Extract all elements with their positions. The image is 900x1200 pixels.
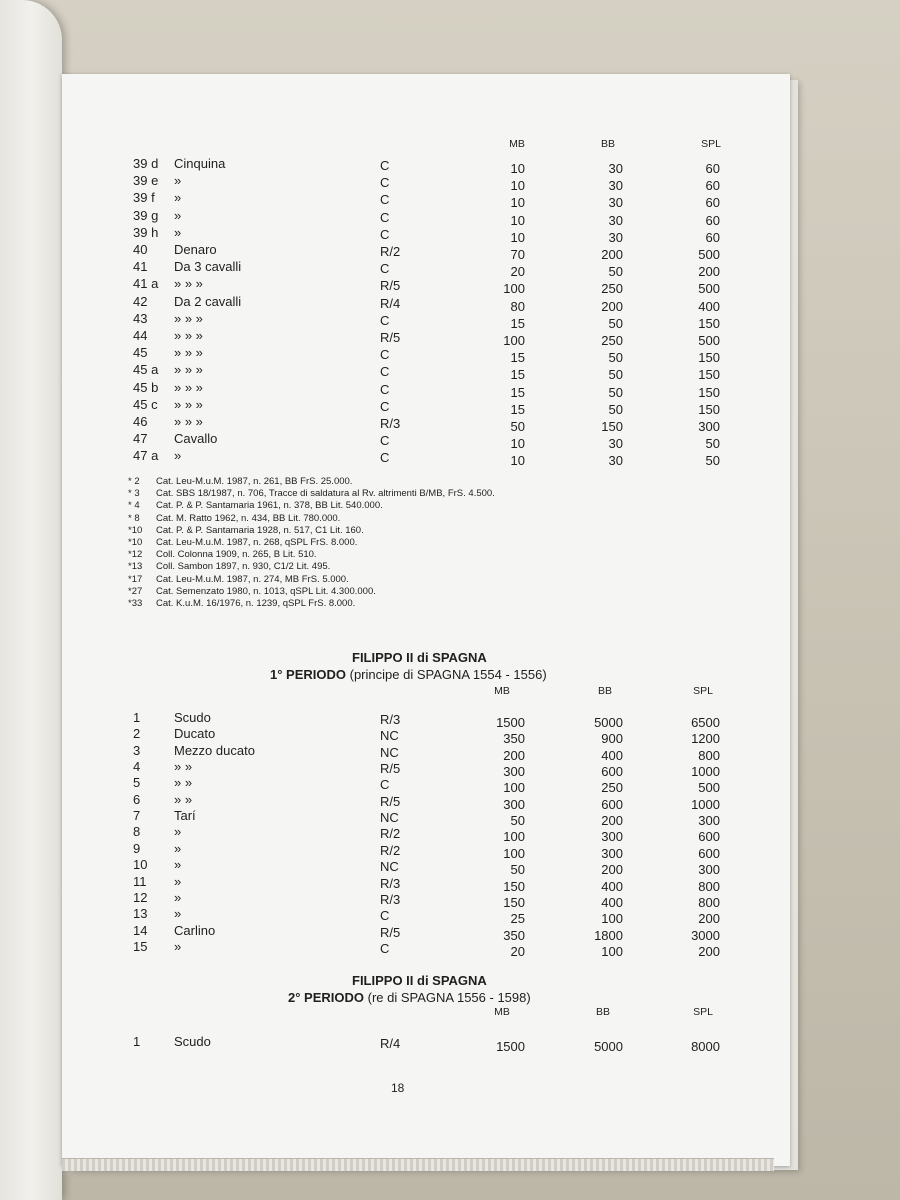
column-header-spl: SPL xyxy=(693,685,713,697)
price-bb: 50 xyxy=(608,264,623,280)
price-spl: 150 xyxy=(698,401,720,417)
footnote-mark: * 8 xyxy=(128,512,140,524)
coin-name: Carlino xyxy=(174,922,216,938)
price-mb: 10 xyxy=(510,161,525,176)
catalog-number: 9 xyxy=(133,840,141,856)
coin-name: Scudo xyxy=(174,710,211,725)
coin-name: » xyxy=(174,906,182,922)
price-mb: 100 xyxy=(503,845,525,861)
price-mb: 70 xyxy=(510,247,525,262)
price-bb: 200 xyxy=(601,247,623,262)
catalog-number: 43 xyxy=(133,310,148,326)
coin-name: » xyxy=(174,190,182,206)
price-bb: 50 xyxy=(608,350,623,366)
price-bb: 250 xyxy=(601,780,623,796)
rarity: R/3 xyxy=(380,416,401,431)
price-mb: 100 xyxy=(503,780,525,796)
price-bb: 30 xyxy=(608,195,623,211)
rarity: R/3 xyxy=(380,875,401,891)
rarity: C xyxy=(380,347,390,363)
price-mb: 25 xyxy=(510,911,525,927)
rarity: NC xyxy=(380,859,399,875)
rarity: C xyxy=(380,777,390,793)
catalog-number: 14 xyxy=(133,922,148,938)
price-spl: 300 xyxy=(698,419,720,434)
catalog-number: 46 xyxy=(133,414,148,429)
rarity: NC xyxy=(380,744,399,760)
price-bb: 600 xyxy=(601,764,623,780)
rarity: C xyxy=(380,450,390,466)
price-bb: 30 xyxy=(608,453,623,469)
footnote-mark: * 2 xyxy=(128,476,140,487)
price-mb: 100 xyxy=(503,829,525,845)
price-spl: 600 xyxy=(698,829,720,845)
price-spl: 600 xyxy=(698,845,720,861)
price-bb: 200 xyxy=(601,862,623,878)
price-mb: 10 xyxy=(510,453,525,469)
price-spl: 500 xyxy=(698,333,720,348)
column-header-spl: SPL xyxy=(701,138,721,150)
catalog-number: 1 xyxy=(133,1034,141,1049)
period-range: (re di SPAGNA 1556 - 1598) xyxy=(367,990,531,1005)
price-spl: 200 xyxy=(698,911,720,927)
price-mb: 150 xyxy=(503,878,525,894)
rarity: NC xyxy=(380,810,399,826)
section-title: FILIPPO II di SPAGNA xyxy=(352,973,487,988)
rarity: C xyxy=(380,433,390,449)
catalog-number: 40 xyxy=(133,242,148,257)
price-spl: 800 xyxy=(698,878,720,894)
footnote-mark: *10 xyxy=(128,537,143,548)
coin-name: » » xyxy=(174,759,193,775)
price-mb: 50 xyxy=(510,862,525,878)
price-mb: 20 xyxy=(510,943,525,959)
catalog-number: 41 a xyxy=(133,276,159,292)
column-header-bb: BB xyxy=(597,685,612,697)
section-title: FILIPPO II di SPAGNA xyxy=(352,650,487,665)
rarity: R/5 xyxy=(380,924,401,940)
price-mb: 1500 xyxy=(496,715,525,730)
price-mb: 350 xyxy=(503,731,525,747)
footnote-mark: * 4 xyxy=(128,500,140,512)
price-bb: 50 xyxy=(608,315,623,331)
coin-name: Denaro xyxy=(174,242,217,257)
price-bb: 50 xyxy=(608,401,623,417)
catalog-number: 3 xyxy=(133,742,141,758)
rarity: C xyxy=(380,226,390,242)
column-header-spl: SPL xyxy=(693,1006,713,1018)
price-bb: 30 xyxy=(608,178,623,194)
price-spl: 500 xyxy=(698,281,720,297)
coin-name: » xyxy=(174,873,182,889)
rarity: C xyxy=(380,908,390,924)
catalog-number: 12 xyxy=(133,889,148,905)
price-mb: 15 xyxy=(510,384,525,400)
price-bb: 400 xyxy=(601,747,623,763)
coin-name: » xyxy=(174,889,182,905)
price-spl: 60 xyxy=(705,229,720,245)
footnote-text: Cat. P. & P. Santamaria 1928, n. 517, C1 Lit. 160. xyxy=(156,524,364,536)
footnote-text: Cat. M. Ratto 1962, n. 434, BB Lit. 780.000. xyxy=(156,512,341,524)
price-mb: 20 xyxy=(510,264,525,280)
price-bb: 100 xyxy=(601,911,623,927)
coin-name: » xyxy=(174,857,182,873)
price-spl: 1200 xyxy=(691,731,720,747)
catalog-number: 8 xyxy=(133,824,141,840)
coin-name: » » » xyxy=(174,345,203,361)
rarity: C xyxy=(380,158,390,173)
footnote-text: Cat. Semenzato 1980, n. 1013, qSPL Lit. 4.300.000. xyxy=(156,585,376,597)
price-spl: 150 xyxy=(698,350,720,366)
catalog-number: 6 xyxy=(133,791,141,807)
rarity: R/2 xyxy=(380,826,401,842)
column-header-mb: MB xyxy=(494,685,510,697)
coin-name: » xyxy=(174,448,182,464)
footnote-mark: *27 xyxy=(128,585,143,597)
rarity: R/5 xyxy=(380,793,401,809)
price-mb: 300 xyxy=(503,796,525,812)
price-mb: 200 xyxy=(503,747,525,763)
price-mb: 15 xyxy=(510,367,525,383)
rarity: R/3 xyxy=(380,712,401,727)
footnote-text: Cat. K.u.M. 16/1976, n. 1239, qSPL FrS. 8.000. xyxy=(156,598,356,609)
price-spl: 60 xyxy=(705,161,720,176)
catalog-number: 2 xyxy=(133,726,141,742)
catalog-number: 47 xyxy=(133,431,148,447)
footnote-mark: *33 xyxy=(128,598,143,609)
price-spl: 60 xyxy=(705,178,720,194)
price-mb: 15 xyxy=(510,315,525,331)
catalog-number: 47 a xyxy=(133,448,159,464)
rarity: C xyxy=(380,261,390,277)
rarity: C xyxy=(380,381,390,397)
catalog-number: 39 e xyxy=(133,173,159,189)
price-bb: 5000 xyxy=(594,1039,623,1054)
coin-name: » » » xyxy=(174,362,203,378)
rarity: C xyxy=(380,940,390,956)
catalog-number: 39 h xyxy=(133,224,159,240)
price-bb: 400 xyxy=(601,878,623,894)
rarity: R/2 xyxy=(380,842,401,858)
price-bb: 600 xyxy=(601,796,623,812)
coin-name: Cavallo xyxy=(174,431,218,447)
price-mb: 150 xyxy=(503,894,525,910)
coin-name: » xyxy=(174,938,182,954)
coin-name: » xyxy=(174,207,182,223)
price-spl: 3000 xyxy=(691,927,720,943)
price-mb: 15 xyxy=(510,401,525,417)
price-mb: 300 xyxy=(503,764,525,780)
rarity: C xyxy=(380,192,390,208)
price-mb: 1500 xyxy=(496,1039,525,1054)
catalog-number: 41 xyxy=(133,259,148,275)
price-spl: 400 xyxy=(698,298,720,314)
coin-name: » xyxy=(174,824,182,840)
coin-name: » » xyxy=(174,791,193,807)
page-number: 18 xyxy=(391,1081,405,1095)
price-spl: 60 xyxy=(705,212,720,228)
coin-name: » » » xyxy=(174,310,203,326)
footnote-text: Coll. Colonna 1909, n. 265, B Lit. 510. xyxy=(156,549,317,561)
section-subtitle xyxy=(288,990,531,1005)
rarity: R/4 xyxy=(380,1036,401,1051)
catalog-number: 45 xyxy=(133,345,148,361)
rarity: C xyxy=(380,398,390,414)
price-spl: 300 xyxy=(698,813,720,829)
price-bb: 50 xyxy=(608,367,623,383)
price-bb: 300 xyxy=(601,845,623,861)
price-bb: 250 xyxy=(601,333,623,348)
price-spl: 800 xyxy=(698,894,720,910)
coin-name: Da 2 cavalli xyxy=(174,293,242,309)
price-bb: 400 xyxy=(601,894,623,910)
catalog-number: 42 xyxy=(133,293,148,309)
price-bb: 30 xyxy=(608,212,623,228)
catalog-number: 13 xyxy=(133,906,148,922)
rarity: R/5 xyxy=(380,330,401,345)
coin-name: Scudo xyxy=(174,1034,211,1049)
price-bb: 30 xyxy=(608,436,623,452)
catalog-number: 4 xyxy=(133,759,141,775)
price-spl: 50 xyxy=(705,436,720,452)
rarity: R/2 xyxy=(380,244,401,259)
price-spl: 8000 xyxy=(691,1039,720,1054)
coin-name: » xyxy=(174,224,182,240)
price-bb: 150 xyxy=(601,419,623,434)
coin-name: Cinquina xyxy=(174,156,226,171)
footnote-mark: *17 xyxy=(128,573,143,585)
column-header-mb: MB xyxy=(509,138,525,150)
price-spl: 800 xyxy=(698,747,720,763)
price-spl: 150 xyxy=(698,315,720,331)
catalog-number: 39 g xyxy=(133,207,159,223)
price-bb: 50 xyxy=(608,384,623,400)
price-bb: 200 xyxy=(601,813,623,829)
page-edges xyxy=(62,1158,774,1171)
price-spl: 50 xyxy=(705,453,720,469)
price-spl: 60 xyxy=(705,195,720,211)
rarity: C xyxy=(380,364,390,380)
coin-name: » xyxy=(174,840,182,856)
rarity: C xyxy=(380,175,390,191)
coin-name: Tarí xyxy=(174,808,196,824)
price-bb: 900 xyxy=(601,731,623,747)
footnote-text: Coll. Sambon 1897, n. 930, C1/2 Lit. 495. xyxy=(156,561,331,573)
coin-name: » » » xyxy=(174,414,203,429)
catalog-number: 45 a xyxy=(133,362,159,378)
footnote-text: Cat. SBS 18/1987, n. 706, Tracce di saldatura al Rv. altrimenti B/MB, FrS. 4.500. xyxy=(156,488,495,500)
catalog-number: 11 xyxy=(133,873,147,889)
price-bb: 30 xyxy=(608,161,623,176)
price-bb: 100 xyxy=(601,943,623,959)
price-mb: 100 xyxy=(503,333,525,348)
price-spl: 150 xyxy=(698,384,720,400)
price-mb: 10 xyxy=(510,229,525,245)
footnote-mark: *12 xyxy=(128,549,143,561)
footnote-text: Cat. P. & P. Santamaria 1961, n. 378, BB Lit. 540.000. xyxy=(156,500,383,512)
price-spl: 200 xyxy=(698,943,720,959)
price-spl: 500 xyxy=(698,780,720,796)
period-range: (principe di SPAGNA 1554 - 1556) xyxy=(349,667,547,682)
price-bb: 30 xyxy=(608,229,623,245)
coin-name: » » » xyxy=(174,379,203,395)
price-spl: 500 xyxy=(698,247,720,262)
price-mb: 100 xyxy=(503,281,525,297)
catalog-number: 7 xyxy=(133,808,141,824)
catalog-number: 45 b xyxy=(133,379,159,395)
coin-name: » xyxy=(174,173,182,189)
footnote-text: Cat. Leu-M.u.M. 1987, n. 268, qSPL FrS. 8.000. xyxy=(156,537,358,548)
coin-name: » » » xyxy=(174,328,203,343)
price-mb: 50 xyxy=(510,419,525,434)
footnote-mark: * 3 xyxy=(128,488,140,500)
footnote-text: Cat. Leu-M.u.M. 1987, n. 274, MB FrS. 5.000. xyxy=(156,573,349,585)
price-spl: 6500 xyxy=(691,715,720,730)
column-header-mb: MB xyxy=(494,1006,510,1018)
rarity: C xyxy=(380,312,390,328)
price-bb: 250 xyxy=(601,281,623,297)
catalog-number: 15 xyxy=(133,938,148,954)
price-mb: 15 xyxy=(510,350,525,366)
price-mb: 10 xyxy=(510,178,525,194)
footnote-mark: *10 xyxy=(128,524,143,536)
price-mb: 80 xyxy=(510,298,525,314)
price-mb: 10 xyxy=(510,436,525,452)
price-spl: 1000 xyxy=(691,796,720,812)
rarity: R/5 xyxy=(380,761,401,777)
catalog-number: 39 d xyxy=(133,156,159,171)
coin-name: » » » xyxy=(174,396,203,412)
section-subtitle xyxy=(270,667,547,682)
rarity: R/4 xyxy=(380,295,401,311)
price-spl: 300 xyxy=(698,862,720,878)
coin-name: » » » xyxy=(174,276,203,292)
column-header-bb: BB xyxy=(595,1006,610,1018)
rarity: R/5 xyxy=(380,278,401,294)
catalog-number: 39 f xyxy=(133,190,155,206)
price-bb: 300 xyxy=(601,829,623,845)
coin-name: » » xyxy=(174,775,193,791)
rarity: NC xyxy=(380,728,399,744)
price-bb: 5000 xyxy=(594,715,623,730)
price-bb: 200 xyxy=(601,298,623,314)
rarity: R/3 xyxy=(380,891,401,907)
price-mb: 50 xyxy=(510,813,525,829)
price-bb: 1800 xyxy=(594,927,623,943)
catalog-number: 44 xyxy=(133,328,148,343)
coin-name: Ducato xyxy=(174,726,216,742)
price-spl: 150 xyxy=(698,367,720,383)
catalog-number: 5 xyxy=(133,775,141,791)
coin-name: Da 3 cavalli xyxy=(174,259,242,275)
period-label: 2° PERIODO xyxy=(288,990,364,1005)
price-mb: 10 xyxy=(510,212,525,228)
price-spl: 1000 xyxy=(691,764,720,780)
facing-page-edge xyxy=(0,0,62,1200)
footnote-text: Cat. Leu-M.u.M. 1987, n. 261, BB FrS. 25.000. xyxy=(156,476,353,487)
price-mb: 10 xyxy=(510,195,525,211)
footnote-mark: *13 xyxy=(128,561,143,573)
catalog-number: 10 xyxy=(133,857,148,873)
catalog-number: 45 c xyxy=(133,396,158,412)
catalog-number: 1 xyxy=(133,710,141,725)
rarity: C xyxy=(380,209,390,225)
coin-name: Mezzo ducato xyxy=(174,742,255,758)
price-mb: 350 xyxy=(503,927,525,943)
price-spl: 200 xyxy=(698,264,720,280)
period-label: 1° PERIODO xyxy=(270,667,346,682)
column-header-bb: BB xyxy=(600,138,615,150)
